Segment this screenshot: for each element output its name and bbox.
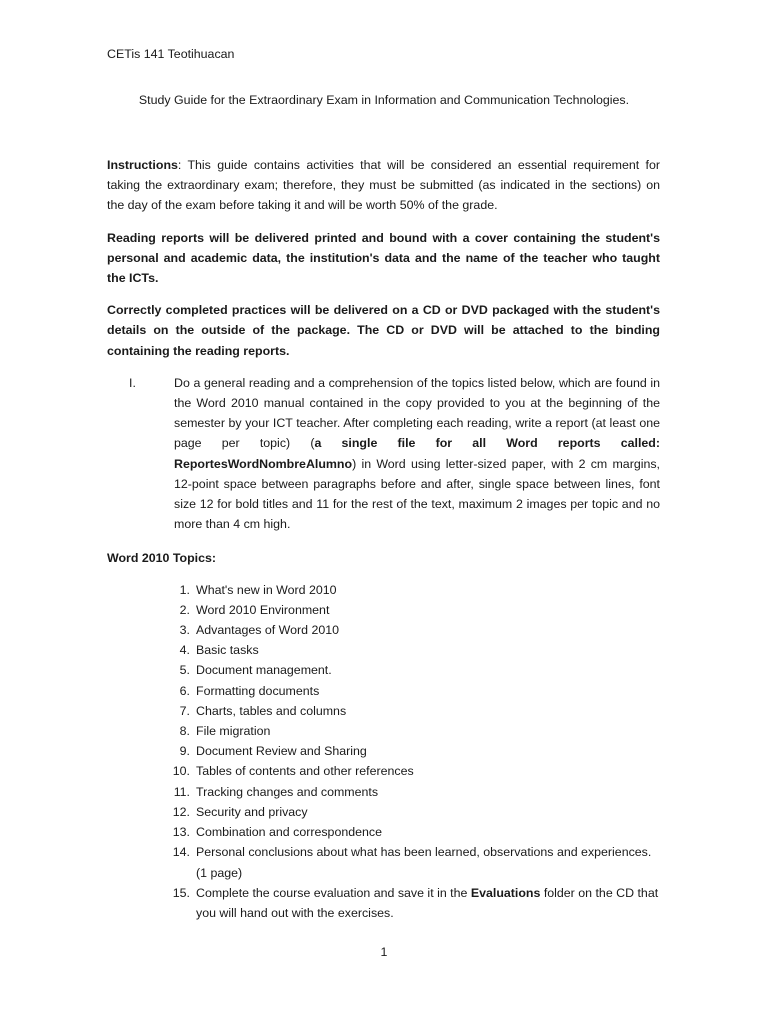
list-item-number: 8. (179, 724, 190, 739)
list-item-text: Charts, tables and columns (196, 703, 347, 718)
list-item (107, 620, 660, 640)
list-item-text: Document management. (196, 663, 332, 678)
list-item-text: File migration (196, 724, 271, 739)
list-item (107, 640, 660, 660)
list-item-text: Formatting documents (196, 683, 320, 698)
evaluations-folder-name: Evaluations (470, 885, 541, 900)
instructions-label: Instructions (107, 158, 178, 172)
list-item-number: 12. (172, 804, 190, 819)
list-item (107, 660, 660, 680)
list-item-text: Security and privacy (196, 804, 308, 819)
list-item-number: 5. (179, 663, 190, 678)
section-one-bold-text: a single file for all Word reports called: ReportesWordNombreAlumno (174, 436, 660, 471)
last-item-text-before: Complete the course evaluation and save it in the (196, 885, 471, 900)
list-item (107, 822, 660, 842)
list-item-text: Tracking changes and comments (196, 784, 379, 799)
list-item (107, 842, 660, 882)
list-item-text: Personal conclusions about what has been learned, observations and experiences. (1 page) (196, 845, 652, 880)
instructions-text: : This guide contains activities that will be considered an essential requirement for taking the extraordinary exam; therefore, they must be submitted (as indicated in the sections) on the day of the exam before taking it and will be worth 50% of the grade. (107, 158, 660, 213)
list-item (107, 883, 660, 923)
list-item (107, 741, 660, 761)
school-header: CETis 141 Teotihuacan (107, 47, 235, 61)
section-one-text-before: Do a general reading and a comprehension of the topics listed below, which are found in the Word 2010 manual contained in the copy provided to you at the beginning of the semester by your ICT teacher. After completing each reading, write a report (at least one page per topic) ( (174, 375, 660, 451)
list-item-text: Advantages of Word 2010 (196, 623, 340, 638)
section-one-text-after: ) in Word using letter-sized paper, with 2 cm margins, 12-point space between paragraphs before and after, single space between lines, font size 12 for bold titles and 11 for the rest of the text, maximum 2 images per topic and no more than 4 cm high. (174, 456, 660, 532)
list-item-number: 6. (179, 683, 190, 698)
section-one (107, 373, 660, 535)
topics-list (107, 580, 660, 923)
last-item-text-after: folder on the CD that you will hand out with the exercises. (196, 885, 659, 920)
document-title: Study Guide for the Extraordinary Exam in Information and Communication Technologies. (138, 93, 630, 107)
list-item-text: Word 2010 Environment (196, 602, 330, 617)
list-item-number: 7. (179, 703, 190, 718)
list-item (107, 681, 660, 701)
list-item (107, 802, 660, 822)
list-item-text: Document Review and Sharing (196, 744, 367, 759)
practices-paragraph: Correctly completed practices will be delivered on a CD or DVD packaged with the student's details on the outside of the package. The CD or DVD will be attached to the binding containing the reading reports. (107, 303, 660, 358)
list-item-number: 1. (179, 582, 190, 597)
list-item (107, 761, 660, 781)
section-one-numeral: I. (129, 375, 136, 390)
list-item-number: 15. (172, 885, 190, 900)
list-item-text: Basic tasks (196, 643, 259, 658)
list-item-number: 13. (172, 825, 190, 840)
list-item-text (196, 883, 660, 923)
section-one-text (174, 373, 660, 535)
list-item-text: Combination and correspondence (196, 825, 382, 840)
document-body (107, 155, 660, 923)
list-item-number: 4. (179, 643, 190, 658)
list-item (107, 721, 660, 741)
list-item-text: What's new in Word 2010 (196, 582, 337, 597)
list-item-number: 2. (179, 602, 190, 617)
list-item-number: 3. (179, 623, 190, 638)
reading-reports-paragraph: Reading reports will be delivered printed and bound with a cover containing the student's personal and academic data, the institution's data and the name of the teacher who taught the ICTs. (107, 230, 660, 286)
instructions-paragraph (107, 155, 660, 216)
page-number: 1 (380, 945, 388, 959)
list-item (107, 782, 660, 802)
list-item-number: 11. (173, 784, 190, 799)
list-item (107, 600, 660, 620)
list-item-number: 9. (179, 744, 190, 759)
list-item (107, 701, 660, 721)
list-item-number: 14. (172, 845, 190, 860)
list-item-text: Tables of contents and other references (196, 764, 414, 779)
list-item-number: 10. (172, 764, 190, 779)
topics-heading: Word 2010 Topics: (107, 551, 217, 566)
list-item (107, 580, 660, 600)
